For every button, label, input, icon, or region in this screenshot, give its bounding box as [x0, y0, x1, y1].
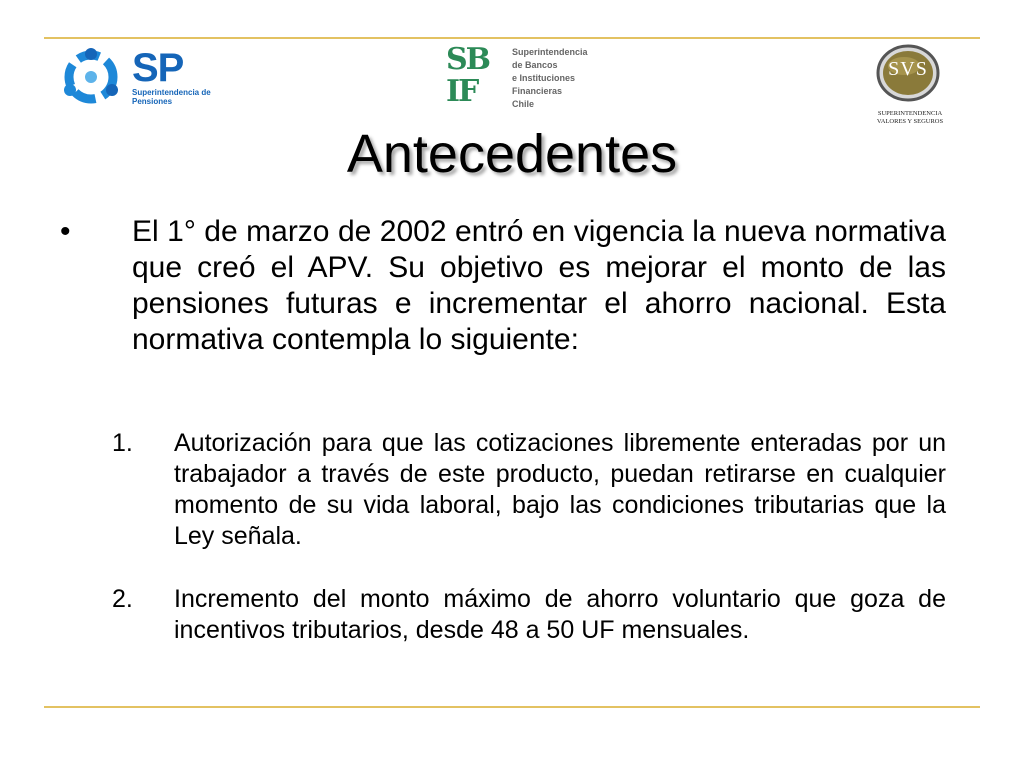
intro-paragraph: El 1° de marzo de 2002 entró en vigencia la nueva normativa que creó el APV. Su objetivo es mejorar el monto de las pensiones futuras e incrementar el ahorro nacional. Esta normativa contempla lo siguiente: — [132, 215, 946, 356]
svs-logo — [868, 42, 952, 134]
top-divider — [44, 37, 980, 39]
sp-name: Superintendencia de Pensiones — [132, 88, 211, 106]
svs-abbreviation: SVS — [888, 58, 928, 80]
sbif-logo — [446, 44, 586, 116]
list-item-text: Incremento del monto máximo de ahorro voluntario que goza de incentivos tributarios, desde 48 a 50 UF mensuales. — [174, 585, 946, 644]
list-item-number: 1. — [112, 429, 133, 457]
svs-name: SUPERINTENDENCIA VALORES Y SEGUROS — [876, 110, 944, 125]
sp-emblem-icon — [58, 44, 124, 110]
slide-title: Antecedentes — [346, 124, 678, 184]
sbif-name: Superintendencia de Bancos e Instituciones Financieras Chile — [512, 47, 588, 109]
sp-logo — [58, 44, 218, 110]
list-item-number: 2. — [112, 585, 133, 613]
sp-abbreviation: SP — [132, 46, 184, 90]
bullet-icon: • — [60, 215, 71, 248]
list-item-text: Autorización para que las cotizaciones libremente enteradas por un trabajador a través de este producto, puedan retirarse en cualquier momento de su vida laboral, bajo las condiciones tributarias que la Ley señala. — [174, 429, 946, 550]
sbif-mark: SB IF — [446, 42, 490, 109]
bottom-divider — [44, 706, 980, 708]
